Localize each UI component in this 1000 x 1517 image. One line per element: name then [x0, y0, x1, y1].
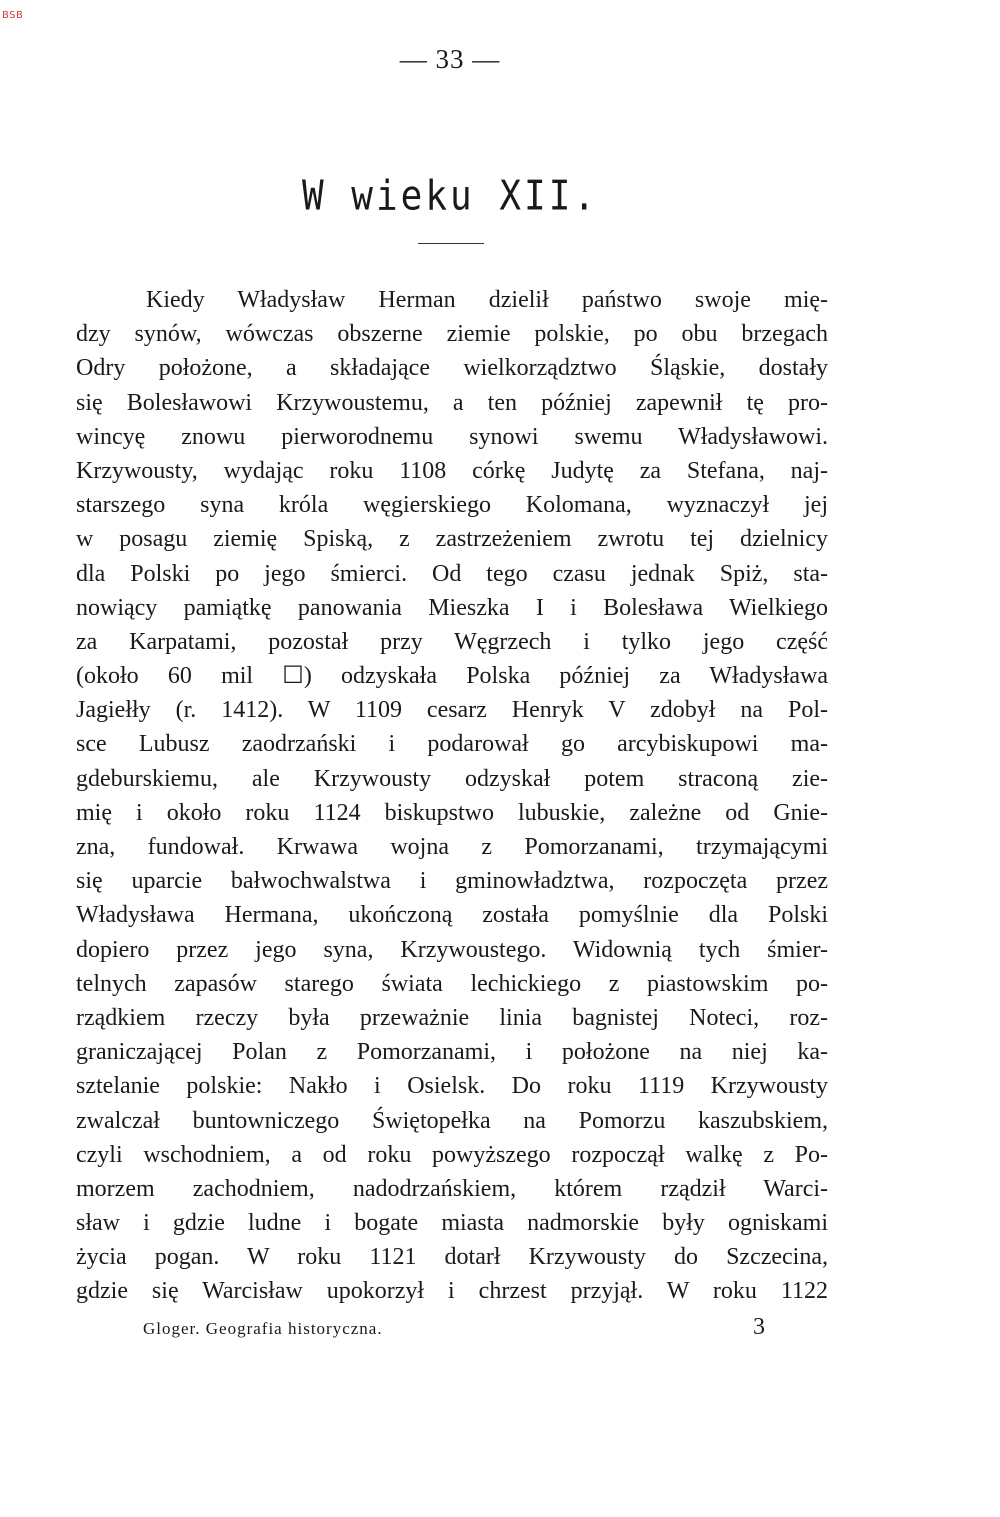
- text-line: mię i około roku 1124 biskupstwo lubuskie, zależne od Gnie-: [76, 799, 828, 826]
- text-line: (około 60 mil ☐) odzyskała Polska później za Władysława: [76, 663, 828, 690]
- page-footer: [143, 1314, 765, 1341]
- text-line: czyli wschodniem, a od roku powyższego rozpoczął walkę z Po-: [76, 1141, 828, 1168]
- text-line: rządkiem rzeczy była przeważnie linia bagnistej Noteci, roz-: [76, 1004, 828, 1031]
- text-line: gdeburskiemu, ale Krzywousty odzyskał potem straconą zie-: [76, 765, 828, 792]
- text-line: nowiący pamiątkę panowania Mieszka I i Bolesława Wielkiego: [76, 594, 828, 621]
- text-line: zwalczał buntowniczego Świętopełka na Pomorzu kaszubskiem,: [76, 1107, 828, 1134]
- text-line: morzem zachodniem, nadodrzańskiem, którem rządził Warci-: [76, 1175, 828, 1202]
- text-line: graniczającej Polan z Pomorzanami, i położone na niej ka-: [76, 1039, 828, 1066]
- footer-source-citation: Gloger. Geografia historyczna.: [143, 1319, 383, 1338]
- text-line: się uparcie bałwochwalstwa i gminowładztwa, rozpoczęta przez: [76, 868, 828, 895]
- text-line: zna, fundował. Krwawa wojna z Pomorzanami, trzymającymi: [76, 834, 828, 860]
- text-line: Krzywousty, wydając roku 1108 córkę Judytę za Stefana, naj-: [76, 457, 828, 484]
- text-line: Władysława Hermana, ukończoną została pomyślnie dla Polski: [76, 902, 828, 929]
- text-line: wincyę znowu pierworodnemu synowi swemu Władysławowi.: [76, 423, 828, 450]
- text-line: życia pogan. W roku 1121 dotarł Krzywousty do Szczecina,: [76, 1244, 828, 1271]
- chapter-title: W wieku XII.: [301, 172, 599, 221]
- text-line: sztelanie polskie: Nakło i Osielsk. Do roku 1119 Krzywousty: [76, 1073, 828, 1100]
- library-watermark: BSB: [2, 10, 24, 21]
- text-line: w posagu ziemię Spiską, z zastrzeżeniem zwrotu tej dzielnicy: [76, 526, 828, 553]
- text-line: sław i gdzie ludne i bogate miasta nadmorskie były ogniskami: [76, 1210, 828, 1237]
- text-line: się Bolesławowi Krzywoustemu, a ten później zapewnił tę pro-: [76, 389, 828, 416]
- text-line: za Karpatami, pozostał przy Węgrzech i tylko jego część: [76, 628, 828, 655]
- text-line: telnych zapasów starego świata lechickiego z piastowskim po-: [76, 970, 828, 997]
- text-line: sce Lubusz zaodrzański i podarował go arcybiskupowi ma-: [76, 731, 828, 758]
- footer-signature-mark: 3: [753, 1314, 765, 1340]
- text-line: dopiero przez jego syna, Krzywoustego. Widownią tych śmier-: [76, 936, 828, 963]
- text-line: Kiedy Władysław Herman dzielił państwo swoje mię-: [146, 287, 828, 313]
- text-line: Odry położone, a składające wielkorządztwo Śląskie, dostały: [76, 355, 828, 382]
- text-line: dzy synów, wówczas obszerne ziemie polskie, po obu brzegach: [76, 321, 828, 348]
- title-divider: [418, 243, 484, 244]
- text-line: gdzie się Warcisław upokorzył i chrzest przyjął. W roku 1122: [76, 1278, 828, 1305]
- text-line: dla Polski po jego śmierci. Od tego czasu jednak Spiż, sta-: [76, 560, 828, 587]
- body-text: [76, 283, 828, 1309]
- text-line: starszego syna króla węgierskiego Kolomana, wyznaczył jej: [76, 492, 828, 519]
- text-line: Jagiełły (r. 1412). W 1109 cesarz Henryk V zdobył na Pol-: [76, 697, 828, 724]
- page-number: — 33 —: [399, 44, 501, 74]
